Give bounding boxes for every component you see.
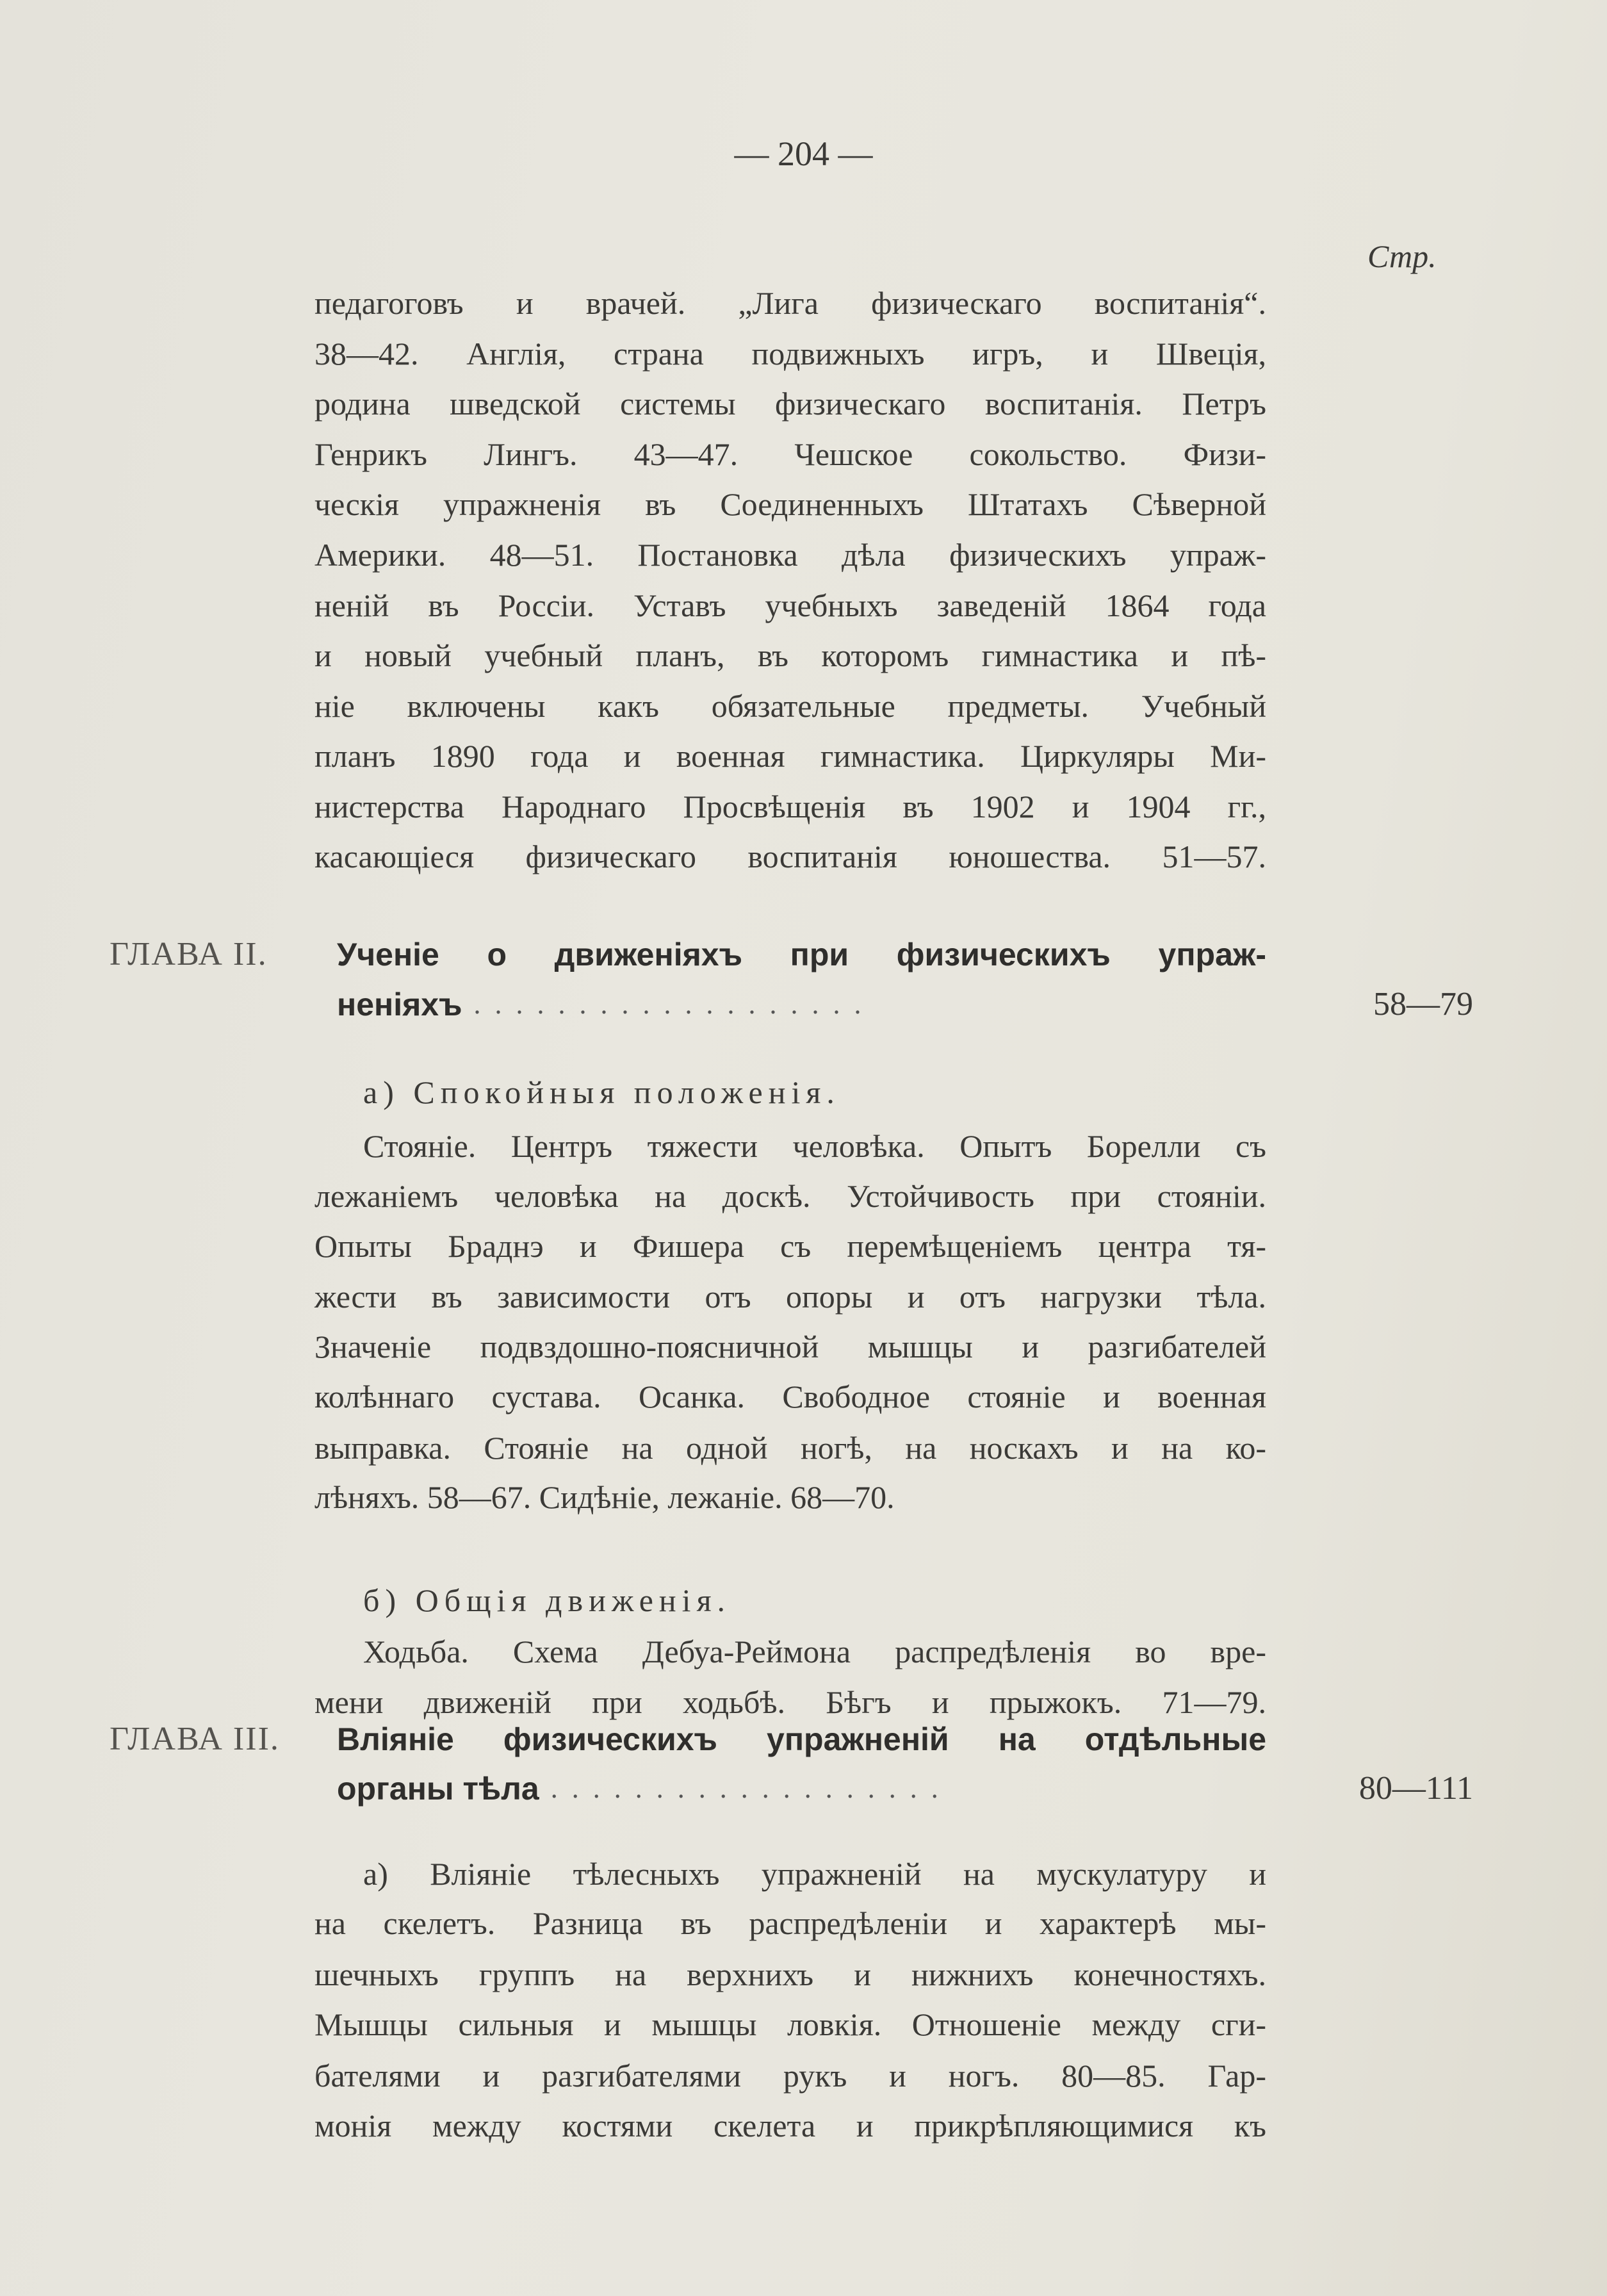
text-line: Опыты Браднэ и Фишера съ перемѣщеніемъ центра тя- <box>314 1228 1266 1264</box>
text-line: родина шведской системы физическаго воспитанія. Петръ <box>314 386 1266 422</box>
text-line: ческія упражненія въ Соединенныхъ Штатахъ Сѣверной <box>314 486 1266 522</box>
chapter-title-continuation <box>337 979 1266 1030</box>
text-line: на скелетъ. Разница въ распредѣленіи и характерѣ мы- <box>314 1905 1266 1941</box>
chapter-title-end: органы тѣла <box>337 1771 539 1807</box>
text-line: Америки. 48—51. Постановка дѣла физическихъ упраж- <box>314 537 1266 573</box>
text-line: монія между костями скелета и прикрѣпляющимися къ <box>314 2108 1266 2144</box>
page-number: — 204 — <box>734 135 873 173</box>
text-line: 38—42. Англія, страна подвижныхъ игръ, и Швеція, <box>314 336 1266 372</box>
text-line: шечныхъ группъ на верхнихъ и нижнихъ конечностяхъ. <box>314 1956 1266 1992</box>
dot-leader: ................... <box>550 1773 952 1804</box>
section-heading: б) Общія движенія. <box>363 1582 731 1618</box>
text-line: мени движеній при ходьбѣ. Бѣгъ и прыжокъ. 71—79. <box>314 1684 1266 1720</box>
text-line: неній въ Россіи. Уставъ учебныхъ заведеній 1864 года <box>314 587 1266 623</box>
dot-leader: ................... <box>473 988 876 1020</box>
chapter-label: ГЛАВА II. <box>110 936 268 972</box>
section-heading: а) Спокойныя положенія. <box>363 1074 840 1110</box>
chapter-title-end: неніяхъ <box>337 987 462 1022</box>
text-line: нистерства Народнаго Просвѣщенія въ 1902 и 1904 гг., <box>314 789 1266 824</box>
chapter-title: Вліяніе физическихъ упражненій на отдѣльные <box>337 1721 1266 1757</box>
text-line: педагоговъ и врачей. „Лига физическаго воспитанія“. <box>314 285 1266 321</box>
chapter-title-continuation <box>337 1763 1266 1814</box>
chapter-pages: 58—79 <box>1373 986 1473 1022</box>
text-line: Генрикъ Лингъ. 43—47. Чешское сокольство. Физи- <box>314 436 1266 472</box>
chapter-pages: 80—111 <box>1358 1770 1473 1807</box>
text-line: ніе включены какъ обязательные предметы. Учебный <box>314 688 1266 724</box>
text-line: жести въ зависимости отъ опоры и отъ нагрузки тѣла. <box>314 1279 1266 1315</box>
page-column-label: Стр. <box>1367 238 1437 274</box>
text-line: а) Вліяніе тѣлесныхъ упражненій на мускулатуру и <box>363 1856 1266 1892</box>
text-line: Ходьба. Схема Дебуа-Реймона распредѣленія во вре- <box>363 1634 1266 1669</box>
text-line: бателями и разгибателями рукъ и ногъ. 80—85. Гар- <box>314 2058 1266 2094</box>
text-line: касающіеся физическаго воспитанія юношества. 51—57. <box>314 839 1266 874</box>
text-line: Мышцы сильныя и мышцы ловкія. Отношеніе между сги- <box>314 2006 1266 2042</box>
chapter-label: ГЛАВА III. <box>110 1721 280 1757</box>
chapter-title: Ученіе о движеніяхъ при физическихъ упраж- <box>337 937 1266 972</box>
text-line: лежаніемъ человѣка на доскѣ. Устойчивость при стояніи. <box>314 1178 1266 1214</box>
text-line: планъ 1890 года и военная гимнастика. Циркуляры Ми- <box>314 738 1266 774</box>
text-line: лѣняхъ. 58—67. Сидѣніе, лежаніе. 68—70. <box>314 1479 895 1515</box>
text-line: и новый учебный планъ, въ которомъ гимнастика и пѣ- <box>314 637 1266 673</box>
text-line: выправка. Стояніе на одной ногѣ, на носкахъ и на ко- <box>314 1430 1266 1466</box>
text-line: колѣннаго сустава. Осанка. Свободное стояніе и военная <box>314 1379 1266 1414</box>
text-line: Стояніе. Центръ тяжести человѣка. Опытъ Борелли съ <box>363 1128 1266 1164</box>
text-line: Значеніе подвздошно-поясничной мышцы и разгибателей <box>314 1329 1266 1365</box>
